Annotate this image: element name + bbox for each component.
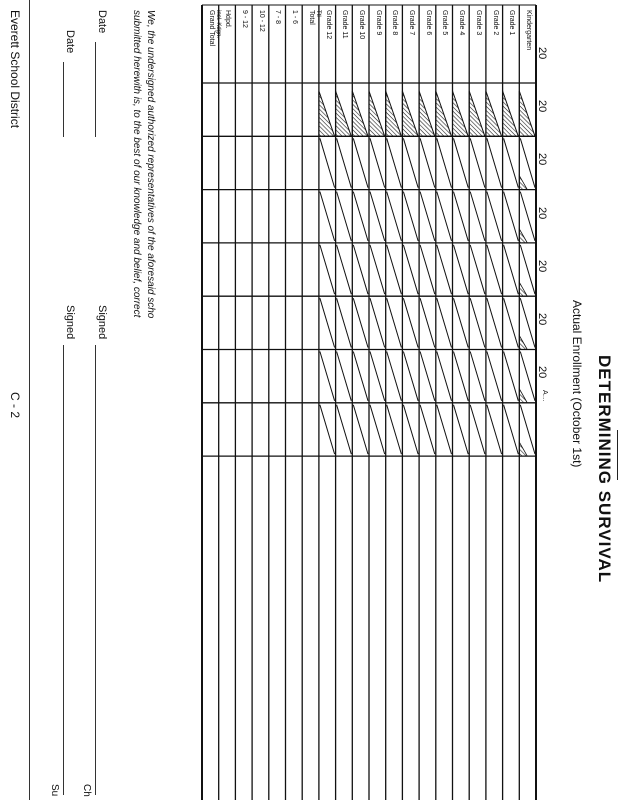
signature-line-2[interactable]: [63, 345, 64, 795]
diagonal-cell-divider: [470, 298, 485, 347]
diagonal-cell-divider: [337, 192, 352, 241]
hatched-cell: [519, 91, 535, 136]
diagonal-cell-divider: [320, 138, 335, 187]
diagonal-cell-divider: [454, 298, 469, 347]
diagonal-cell-divider: [353, 245, 368, 294]
diagonal-cell-divider: [353, 138, 368, 187]
diagonal-cell-divider: [437, 192, 452, 241]
year-column-7: 20: [536, 366, 548, 379]
diagonal-cell-divider: [487, 352, 502, 401]
row-label: Grade 12: [324, 10, 332, 40]
diagonal-cell-divider: [520, 245, 535, 294]
date-line-2[interactable]: [63, 62, 64, 137]
diagonal-cell-divider: [403, 352, 418, 401]
subtitle: Actual Enrollment (October 1st): [570, 300, 584, 468]
diagonal-cell-divider: [353, 352, 368, 401]
diagonal-cell-divider: [387, 245, 402, 294]
row-label: Grade 8: [391, 10, 399, 36]
diagonal-cell-divider: [437, 245, 452, 294]
diagonal-cell-divider: [353, 192, 368, 241]
diagonal-cell-divider: [387, 352, 402, 401]
diagonal-cell-divider: [370, 352, 385, 401]
row-label: Grade 11: [341, 10, 349, 39]
year-column-extra: A…: [541, 390, 548, 402]
row-label: Grade 10: [358, 10, 365, 40]
row-label: Kindergarten: [525, 10, 532, 51]
hatched-corner: [519, 176, 527, 190]
row-label: Hdpd.: [224, 10, 232, 29]
diagonal-cell-divider: [504, 298, 519, 347]
diagonal-cell-divider: [487, 298, 502, 347]
hatched-cell: [402, 91, 418, 136]
diagonal-cell-divider: [470, 405, 485, 454]
row-label: 7 - 8: [274, 10, 282, 25]
row-label: 9 - 12: [241, 10, 249, 28]
diagonal-cell-divider: [387, 138, 402, 187]
diagonal-cell-divider: [470, 352, 485, 401]
row-label: 1 - 6: [291, 10, 299, 25]
diagonal-cell-divider: [370, 245, 385, 294]
diagonal-cell-divider: [353, 405, 368, 454]
row-label: Grade 3: [474, 10, 482, 36]
hatched-cell: [352, 91, 368, 136]
diagonal-cell-divider: [437, 138, 452, 187]
hatched-corner: [519, 229, 527, 243]
diagonal-cell-divider: [420, 298, 435, 347]
diagonal-cell-divider: [487, 405, 502, 454]
footer-rule: [29, 0, 30, 800]
diagonal-cell-divider: [420, 405, 435, 454]
district-name: Everett School District: [8, 10, 22, 129]
row-label: Grade 1: [508, 10, 516, 36]
year-column-2: 20: [536, 100, 548, 113]
diagonal-cell-divider: [454, 405, 469, 454]
diagonal-cell-divider: [320, 245, 335, 294]
signer-title-2: Su: [49, 784, 60, 797]
row-label: 10 - 12: [257, 10, 265, 32]
diagonal-cell-divider: [403, 298, 418, 347]
diagonal-cell-divider: [337, 352, 352, 401]
year-column-4: 20: [536, 207, 548, 220]
date-label-1: Date: [96, 10, 108, 34]
diagonal-cell-divider: [320, 192, 335, 241]
diagonal-cell-divider: [337, 138, 352, 187]
certification-statement-line-2: submitted herewith is, to the best of our knowledge and belief, correct: [131, 10, 142, 318]
hatched-cell: [453, 91, 469, 136]
diagonal-cell-divider: [320, 298, 335, 347]
year-column-3: 20: [536, 153, 548, 166]
diagonal-cell-divider: [504, 405, 519, 454]
row-label: Grade 7: [408, 10, 416, 36]
date-line-1[interactable]: [95, 42, 96, 137]
diagonal-cell-divider: [337, 245, 352, 294]
diagonal-cell-divider: [520, 352, 535, 401]
diagonal-cell-divider: [520, 405, 535, 454]
hatched-cell: [436, 91, 452, 136]
diagonal-cell-divider: [454, 192, 469, 241]
diagonal-cell-divider: [337, 405, 352, 454]
diagonal-cell-divider: [437, 405, 452, 454]
hatched-corner: [519, 442, 527, 456]
hatched-cell: [419, 91, 435, 136]
year-column-5: 20: [536, 260, 548, 273]
signature-line-1[interactable]: [95, 345, 96, 795]
hatched-corner: [519, 336, 527, 350]
diagonal-cell-divider: [437, 352, 452, 401]
diagonal-cell-divider: [320, 352, 335, 401]
year-column-6: 20: [536, 313, 548, 326]
signed-label-1: Signed: [96, 305, 108, 340]
row-subtext: Ttl: [314, 10, 321, 17]
diagonal-cell-divider: [320, 405, 335, 454]
diagonal-cell-divider: [370, 192, 385, 241]
diagonal-cell-divider: [420, 352, 435, 401]
row-label: Grade 2: [491, 10, 499, 36]
diagonal-cell-divider: [454, 138, 469, 187]
signer-title-1: Ch: [81, 784, 92, 797]
diagonal-cell-divider: [487, 138, 502, 187]
diagonal-cell-divider: [353, 298, 368, 347]
row-subtext: incl. Kdgn.: [214, 10, 221, 39]
diagonal-cell-divider: [420, 245, 435, 294]
diagonal-cell-divider: [454, 352, 469, 401]
diagonal-cell-divider: [403, 405, 418, 454]
hatched-cell: [336, 91, 352, 136]
row-label: Total: [307, 10, 315, 25]
diagonal-cell-divider: [470, 192, 485, 241]
diagonal-cell-divider: [504, 138, 519, 187]
diagonal-cell-divider: [420, 138, 435, 187]
diagonal-cell-divider: [370, 138, 385, 187]
row-label: Grade 6: [424, 10, 432, 36]
hatched-corner: [519, 282, 527, 296]
hatched-cell: [369, 91, 385, 136]
page-title: DETERMINING SURVIVAL: [595, 355, 614, 584]
hatched-cell: [469, 91, 485, 136]
diagonal-cell-divider: [370, 298, 385, 347]
diagonal-cell-divider: [403, 192, 418, 241]
diagonal-cell-divider: [403, 138, 418, 187]
diagonal-cell-divider: [370, 405, 385, 454]
hatched-cell: [386, 91, 402, 136]
diagonal-cell-divider: [470, 138, 485, 187]
row-label: Grade 5: [441, 10, 449, 36]
hatched-corner: [519, 389, 527, 403]
year-column-1: 20: [536, 47, 548, 60]
diagonal-cell-divider: [437, 298, 452, 347]
diagonal-cell-divider: [387, 192, 402, 241]
row-label: Grand Total: [207, 10, 215, 47]
diagonal-cell-divider: [520, 138, 535, 187]
date-label-2: Date: [64, 30, 76, 54]
hatched-cell: [319, 91, 335, 136]
row-label: Grade 4: [458, 10, 466, 36]
hatched-cell: [503, 91, 519, 136]
diagonal-cell-divider: [470, 245, 485, 294]
diagonal-cell-divider: [337, 298, 352, 347]
diagonal-cell-divider: [387, 405, 402, 454]
diagonal-cell-divider: [504, 245, 519, 294]
diagonal-cell-divider: [403, 245, 418, 294]
signed-label-2: Signed: [64, 305, 76, 340]
diagonal-cell-divider: [504, 192, 519, 241]
row-label: Grade 9: [374, 10, 382, 36]
hatched-cell: [486, 91, 502, 136]
diagonal-cell-divider: [520, 298, 535, 347]
diagonal-cell-divider: [387, 298, 402, 347]
diagonal-cell-divider: [487, 192, 502, 241]
diagonal-cell-divider: [520, 192, 535, 241]
diagonal-cell-divider: [454, 245, 469, 294]
diagonal-cell-divider: [487, 245, 502, 294]
diagonal-cell-divider: [420, 192, 435, 241]
page-number: C - 2: [8, 392, 22, 419]
certification-statement-line-1: We, the undersigned authorized representatives of the aforesaid scho: [145, 10, 156, 319]
diagonal-cell-divider: [504, 352, 519, 401]
